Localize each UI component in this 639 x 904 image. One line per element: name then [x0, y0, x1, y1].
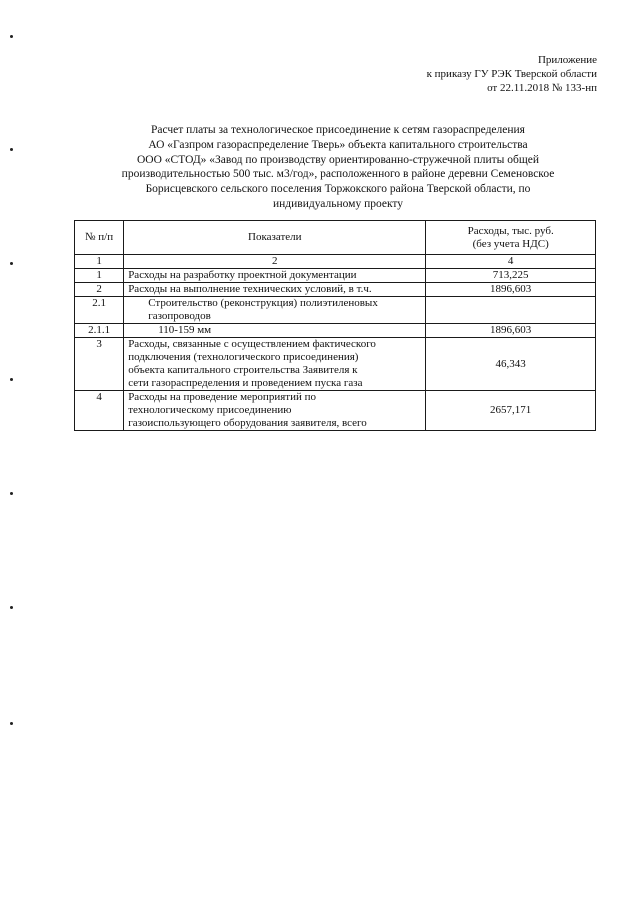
row-label [124, 391, 426, 431]
header-costs-line: Расходы, тыс. руб. [467, 224, 554, 237]
row-label-line: Строительство (реконструкция) полиэтиленовых [148, 297, 378, 309]
row-number: 4 [75, 391, 124, 431]
title-line: АО «Газпром газораспределение Тверь» объекта капитального строительства [148, 138, 528, 151]
row-value: 1896,603 [426, 283, 596, 297]
row-label-line: технологическому присоединению [128, 404, 292, 416]
row-value: 713,225 [426, 269, 596, 283]
column-number-row [75, 255, 596, 269]
scan-mark [10, 606, 13, 609]
scan-mark [10, 35, 13, 38]
table-row [75, 269, 596, 283]
header-costs-line: (без учета НДС) [472, 237, 549, 250]
row-value: 46,343 [426, 338, 596, 391]
row-number: 2.1 [75, 297, 124, 324]
row-value [426, 297, 596, 324]
header-costs [426, 221, 596, 255]
table-row [75, 391, 596, 431]
row-label-line: подключения (технологического присоединения) [128, 351, 359, 363]
cost-table [74, 220, 596, 431]
row-number: 3 [75, 338, 124, 391]
title-line: Борисцевского сельского поселения Торжокского района Тверской области, по [145, 183, 531, 196]
row-label-line: сети газораспределения и проведением пуска газа [128, 377, 363, 389]
row-label [124, 297, 426, 324]
row-label [124, 338, 426, 391]
scan-mark [10, 378, 13, 381]
row-label: Расходы на выполнение технических условий, в т.ч. [124, 283, 426, 297]
scan-mark [10, 492, 13, 495]
column-number: 4 [426, 255, 596, 269]
table-row [75, 324, 596, 338]
row-number: 2.1.1 [75, 324, 124, 338]
table-row [75, 297, 596, 324]
scan-mark [10, 722, 13, 725]
title-line: ООО «СТОД» «Завод по производству ориентированно-стружечной плиты общей [137, 153, 539, 166]
row-label-line: Расходы на проведение мероприятий по [128, 391, 316, 403]
document-title [88, 123, 588, 212]
row-label-line: газоиспользующего оборудования заявителя, всего [128, 417, 367, 429]
scan-mark [10, 262, 13, 265]
table-row [75, 338, 596, 391]
row-value: 1896,603 [426, 324, 596, 338]
row-number: 1 [75, 269, 124, 283]
row-number: 2 [75, 283, 124, 297]
row-label-line: Расходы, связанные с осуществлением фактического [128, 338, 376, 350]
appendix-line: от 22.11.2018 № 133-нп [487, 82, 597, 94]
scan-mark [10, 148, 13, 151]
title-line: индивидуальному проекту [272, 197, 404, 210]
appendix-note [427, 53, 597, 95]
table-header-row [75, 221, 596, 255]
column-number: 2 [124, 255, 426, 269]
row-value: 2657,171 [426, 391, 596, 431]
table-row [75, 283, 596, 297]
title-line: Расчет платы за технологическое присоединение к сетям газораспределения [151, 124, 525, 136]
row-label [124, 324, 426, 338]
row-label: Расходы на разработку проектной документации [124, 269, 426, 283]
row-label-line: объекта капитального строительства Заявителя к [128, 364, 358, 376]
header-indicators: Показатели [124, 221, 426, 255]
title-line: производительностью 500 тыс. м3/год», расположенного в районе деревни Семеновское [121, 168, 555, 181]
column-number: 1 [75, 255, 124, 269]
row-label-line: 110-159 мм [158, 324, 212, 336]
row-label-line: газопроводов [148, 310, 211, 322]
appendix-line: Приложение [537, 54, 597, 66]
appendix-line: к приказу ГУ РЭК Тверской области [426, 68, 597, 80]
header-number: № п/п [75, 221, 124, 255]
